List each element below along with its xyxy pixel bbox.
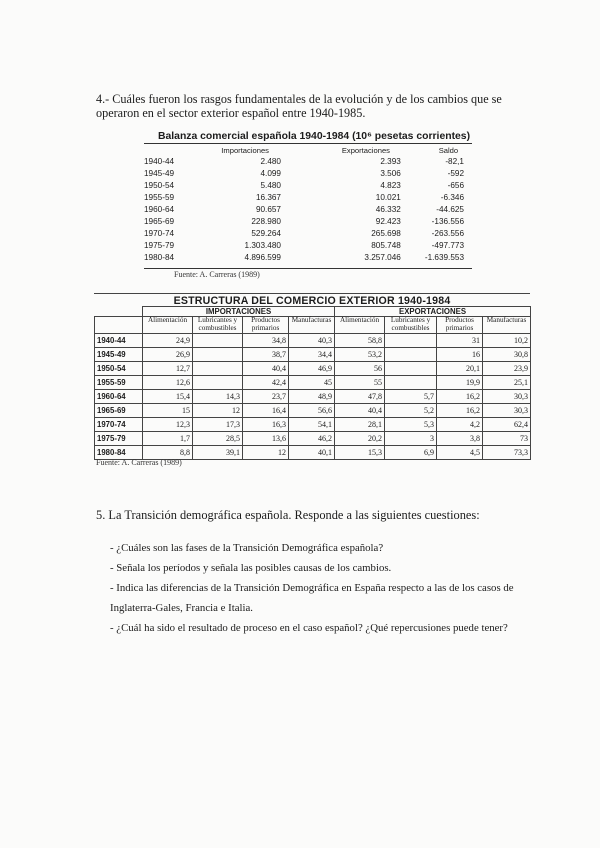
table2-cell: 17,3 <box>193 418 243 432</box>
table2-cell: 39,1 <box>193 446 243 460</box>
table1-cell: 3.257.046 <box>364 252 401 262</box>
table2-cell: 73 <box>483 432 531 446</box>
table2-cell: 45 <box>289 376 335 390</box>
table2-cell: 13,6 <box>243 432 289 446</box>
imports-group-label: IMPORTACIONES <box>143 307 335 317</box>
table1-row <box>144 155 472 167</box>
table2-header: Productos primarios <box>243 317 289 334</box>
table1-header: Saldo <box>438 146 459 155</box>
table1-top-rule <box>144 143 472 144</box>
table1-cell: 1950-54 <box>144 180 175 190</box>
table2-period: 1975-79 <box>95 432 143 446</box>
table2-cell: 16,4 <box>243 404 289 418</box>
table2-period: 1965-69 <box>95 404 143 418</box>
exports-group-label: EXPORTACIONES <box>335 307 531 317</box>
table1-cell: 16.367 <box>255 192 281 202</box>
table2-cell: 26,9 <box>143 348 193 362</box>
table1-cell: 1940-44 <box>144 156 175 166</box>
trade-structure-table <box>94 306 531 460</box>
table2-row <box>95 390 531 404</box>
table2-cell: 19,9 <box>437 376 483 390</box>
table2-row <box>95 362 531 376</box>
table1-bottom-rule <box>144 268 472 269</box>
table2-cell: 55 <box>335 376 385 390</box>
table2-cell: 15,3 <box>335 446 385 460</box>
table1-row <box>144 191 472 203</box>
question-5-item: - Indica las diferencias de la Transición Demográfica en España respecto a las de los casos de Inglaterra-Gales, Francia e Italia. <box>110 582 514 614</box>
table2-header: Alimentación <box>335 317 385 334</box>
table1-header-row <box>144 146 472 155</box>
table2-cell: 15,4 <box>143 390 193 404</box>
table2-cell: 31 <box>437 334 483 348</box>
table1-cell: 10.021 <box>375 192 401 202</box>
question-5-title: 5. La Transición demográfica española. Responde a las siguientes cuestiones: <box>96 508 480 522</box>
table1-cell: 1980-84 <box>144 252 175 262</box>
table1-cell: -497.773 <box>431 240 464 250</box>
table1-row <box>144 215 472 227</box>
table2-source: Fuente: A. Carreras (1989) <box>96 458 182 467</box>
table2-cell: 40,3 <box>289 334 335 348</box>
table1-cell: -656 <box>447 180 464 190</box>
table2-cell: 54,1 <box>289 418 335 432</box>
table2-cell: 30,3 <box>483 404 531 418</box>
table1-cell: 92.423 <box>375 216 401 226</box>
table2-cell: 12,6 <box>143 376 193 390</box>
table2-cell: 42,4 <box>243 376 289 390</box>
table2-cell: 5,2 <box>385 404 437 418</box>
table2-cell: 34,8 <box>243 334 289 348</box>
table1-row <box>144 227 472 239</box>
table2-cell: 56,6 <box>289 404 335 418</box>
table2-cell: 16 <box>437 348 483 362</box>
table2-cell: 23,7 <box>243 390 289 404</box>
table2-cell: 4,5 <box>437 446 483 460</box>
table2-cell: 28,1 <box>335 418 385 432</box>
table2-cell: 12 <box>243 446 289 460</box>
question-5-item: - ¿Cuáles son las fases de la Transición Demográfica española? <box>110 542 384 554</box>
table1-cell: 1975-79 <box>144 240 175 250</box>
table2-period: 1970-74 <box>95 418 143 432</box>
table2-cell: 8,8 <box>143 446 193 460</box>
table2-cell <box>193 348 243 362</box>
table2-cell: 3,8 <box>437 432 483 446</box>
table2-cell: 5,3 <box>385 418 437 432</box>
question-5-list <box>110 538 550 638</box>
table2-cell: 1,7 <box>143 432 193 446</box>
table1-cell: -263.556 <box>431 228 464 238</box>
table2-cell: 10,2 <box>483 334 531 348</box>
table1-cell: 1955-59 <box>144 192 175 202</box>
table2-row <box>95 432 531 446</box>
table1-header: Exportaciones <box>341 146 390 155</box>
table2-row <box>95 418 531 432</box>
table2-cell: 34,4 <box>289 348 335 362</box>
table2-cell <box>385 348 437 362</box>
table1-cell: 1960-64 <box>144 204 175 214</box>
table1-row <box>144 239 472 251</box>
trade-balance-table <box>144 146 472 263</box>
table1-row <box>144 251 472 263</box>
table2-cell: 40,1 <box>289 446 335 460</box>
table2-cell: 38,7 <box>243 348 289 362</box>
table2-row <box>95 404 531 418</box>
table1-source: Fuente: A. Carreras (1989) <box>174 270 260 279</box>
table1-cell: 2.480 <box>260 156 281 166</box>
table2-cell: 4,2 <box>437 418 483 432</box>
table1-row <box>144 203 472 215</box>
table2-cell: 62,4 <box>483 418 531 432</box>
table2-cell: 28,5 <box>193 432 243 446</box>
table2-header: Manufacturas <box>289 317 335 334</box>
table2-period: 1950-54 <box>95 362 143 376</box>
table2-cell: 12,3 <box>143 418 193 432</box>
table1-cell: -1.639.553 <box>424 252 464 262</box>
table2-row <box>95 334 531 348</box>
table1-cell: 90.657 <box>255 204 281 214</box>
table2-row <box>95 376 531 390</box>
table2-cell: 46,2 <box>289 432 335 446</box>
table1-cell: 529.264 <box>251 228 281 238</box>
table1-cell: 1965-69 <box>144 216 175 226</box>
table2-header-row <box>95 317 531 334</box>
table2-cell: 40,4 <box>335 404 385 418</box>
table2-header: Productos primarios <box>437 317 483 334</box>
table1-cell: 265.698 <box>371 228 401 238</box>
table1-cell: 4.823 <box>380 180 401 190</box>
table2-cell: 12 <box>193 404 243 418</box>
table1-cell: 1970-74 <box>144 228 175 238</box>
table1-row <box>144 179 472 191</box>
table1-cell: -592 <box>447 168 464 178</box>
table1-cell: -82,1 <box>445 156 464 166</box>
table1-cell: -136.556 <box>431 216 464 226</box>
table2-cell <box>193 376 243 390</box>
table1-cell: 805.748 <box>371 240 401 250</box>
table1-cell: 5.480 <box>260 180 281 190</box>
table2-period: 1945-49 <box>95 348 143 362</box>
table2-cell: 30,3 <box>483 390 531 404</box>
table2-cell: 12,7 <box>143 362 193 376</box>
table1-cell: 228.980 <box>251 216 281 226</box>
question-4: 4.- Cuáles fueron los rasgos fundamentales de la evolución y de los cambios que se operaron en el sector exterior español entre 1940-1985. <box>96 92 502 120</box>
table2-cell: 73,3 <box>483 446 531 460</box>
table2-header: Lubricantes y combustibles <box>193 317 243 334</box>
table2-cell: 5,7 <box>385 390 437 404</box>
table1-cell: 4.896.599 <box>244 252 281 262</box>
question-5-item: - ¿Cuál ha sido el resultado de proceso en el caso español? ¿Qué repercusiones puede tener? <box>110 622 508 634</box>
table1-cell: 46.332 <box>375 204 401 214</box>
table1-title: Balanza comercial española 1940-1984 (10⁶ pesetas corrientes) <box>158 131 471 142</box>
table2-cell: 16,2 <box>437 404 483 418</box>
table2-cell: 25,1 <box>483 376 531 390</box>
table2-cell: 40,4 <box>243 362 289 376</box>
table2-cell: 24,9 <box>143 334 193 348</box>
table2-cell <box>385 362 437 376</box>
table2-cell <box>385 376 437 390</box>
table2-cell: 3 <box>385 432 437 446</box>
table1-row <box>144 167 472 179</box>
table2-period: 1955-59 <box>95 376 143 390</box>
table2-cell: 56 <box>335 362 385 376</box>
question-5-item: - Señala los períodos y señala las posibles causas de los cambios. <box>110 562 392 574</box>
table2-period: 1980-84 <box>95 446 143 460</box>
table2-cell: 16,3 <box>243 418 289 432</box>
table2-cell: 30,8 <box>483 348 531 362</box>
table2-cell <box>385 334 437 348</box>
table2-cell: 53,2 <box>335 348 385 362</box>
table2-cell: 14,3 <box>193 390 243 404</box>
table1-cell: -6.346 <box>440 192 464 202</box>
table2-top-rule <box>94 293 530 294</box>
table2-cell <box>193 334 243 348</box>
table2-cell: 20,1 <box>437 362 483 376</box>
table2-header: Alimentación <box>143 317 193 334</box>
table2-cell: 15 <box>143 404 193 418</box>
table2-cell: 20,2 <box>335 432 385 446</box>
table2-group-row <box>95 307 531 317</box>
table2-cell: 58,8 <box>335 334 385 348</box>
table2-header: Lubricantes y combustibles <box>385 317 437 334</box>
table1-cell: 4.099 <box>260 168 281 178</box>
table1-cell: 2.393 <box>380 156 401 166</box>
table2-header: Manufacturas <box>483 317 531 334</box>
table2-cell: 6,9 <box>385 446 437 460</box>
table2-cell: 46,9 <box>289 362 335 376</box>
table2-period: 1960-64 <box>95 390 143 404</box>
table1-cell: 1.303.480 <box>244 240 281 250</box>
table2-row <box>95 348 531 362</box>
table2-period: 1940-44 <box>95 334 143 348</box>
table1-cell: -44.625 <box>436 204 464 214</box>
table1-cell: 1945-49 <box>144 168 175 178</box>
table2-cell: 47,8 <box>335 390 385 404</box>
table2-cell: 48,9 <box>289 390 335 404</box>
table2-cell: 16,2 <box>437 390 483 404</box>
table2-title: ESTRUCTURA DEL COMERCIO EXTERIOR 1940-1984 <box>173 295 451 307</box>
table1-cell: 3.506 <box>380 168 401 178</box>
table2-cell <box>193 362 243 376</box>
table2-cell: 23,9 <box>483 362 531 376</box>
table1-header: Importaciones <box>221 146 269 155</box>
